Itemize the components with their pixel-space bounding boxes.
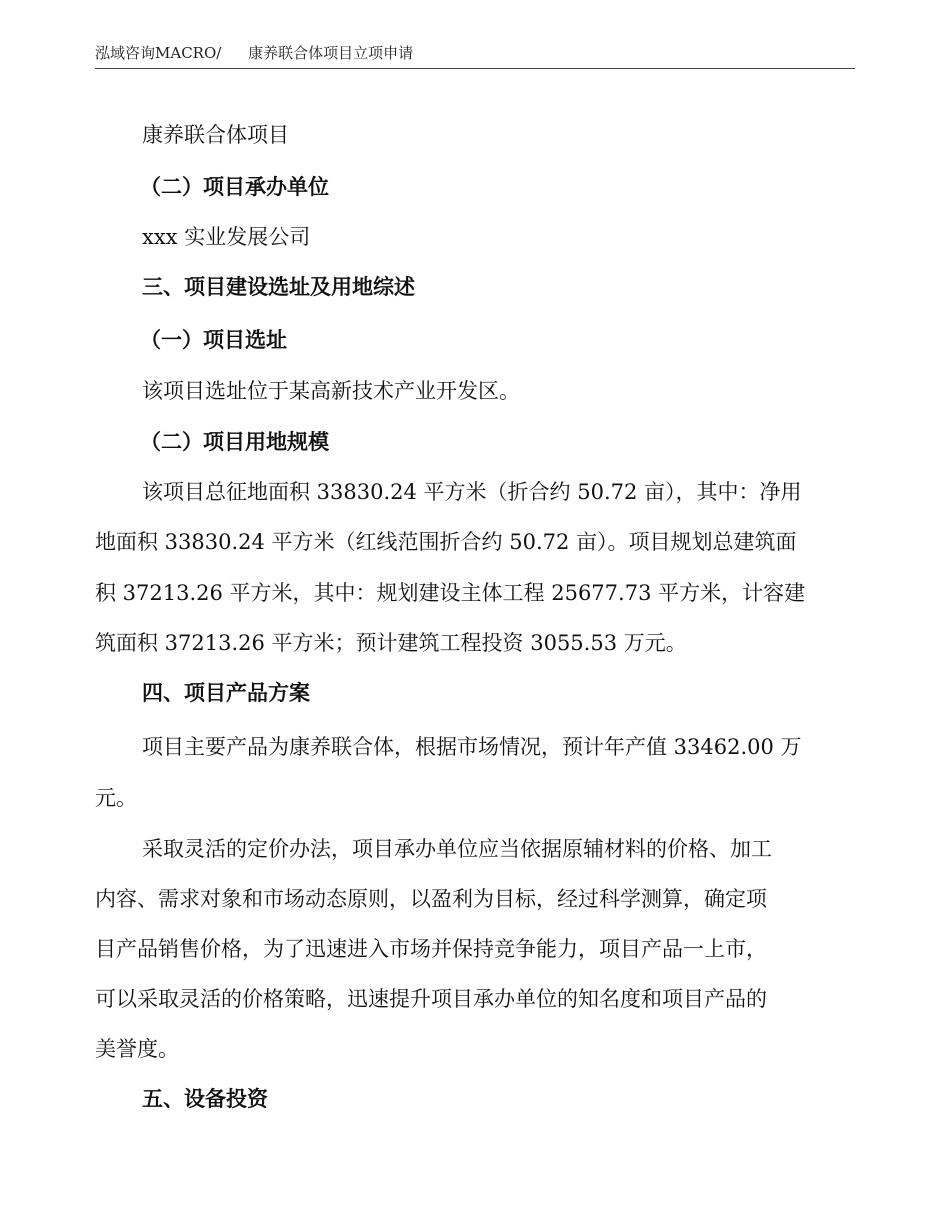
pricing-para-line: 采取灵活的定价办法，项目承办单位应当依据原辅材料的价格、加工: [142, 837, 772, 861]
pricing-para-line: 内容、需求对象和市场动态原则，以盈利为目标，经过科学测算，确定项: [95, 887, 767, 911]
subsection-heading-site: （一）项目选址: [140, 327, 287, 352]
pricing-para-line: 目产品销售价格，为了迅速进入市场并保持竞争能力，项目产品一上市，: [95, 937, 767, 961]
pricing-para-line: 可以采取灵活的价格策略，迅速提升项目承办单位的知名度和项目产品的: [95, 987, 767, 1011]
section-heading-product-plan: 四、项目产品方案: [142, 680, 310, 705]
page-header: [95, 42, 855, 69]
land-para-line: 该项目总征地面积 33830.24 平方米（折合约 50.72 亩），其中：净用: [142, 480, 802, 504]
header-document-title: 康养联合体项目立项申请: [248, 44, 414, 62]
header-brand: 泓域咨询MACRO/: [95, 44, 222, 62]
land-para-line: 积 37213.26 平方米，其中：规划建设主体工程 25677.73 平方米，计容建: [95, 581, 806, 605]
section-heading-undertaking-unit: （二）项目承办单位: [140, 174, 329, 199]
land-para-line: 筑面积 37213.26 平方米；预计建筑工程投资 3055.53 万元。: [95, 631, 687, 655]
land-para-line: 地面积 33830.24 平方米（红线范围折合约 50.72 亩）。项目规划总建筑面: [95, 530, 797, 554]
site-text: 该项目选址位于某高新技术产业开发区。: [142, 379, 520, 403]
section-heading-equipment-investment: 五、设备投资: [142, 1086, 268, 1111]
project-name: 康养联合体项目: [142, 123, 289, 147]
subsection-heading-land-scale: （二）项目用地规模: [140, 429, 329, 454]
section-heading-site-and-land: 三、项目建设选址及用地综述: [142, 274, 415, 299]
product-para-line: 元。: [95, 786, 137, 810]
product-para-line: 项目主要产品为康养联合体，根据市场情况，预计年产值 33462.00 万: [142, 735, 802, 759]
company-name: xxx 实业发展公司: [142, 225, 311, 249]
pricing-para-line: 美誉度。: [95, 1037, 179, 1061]
